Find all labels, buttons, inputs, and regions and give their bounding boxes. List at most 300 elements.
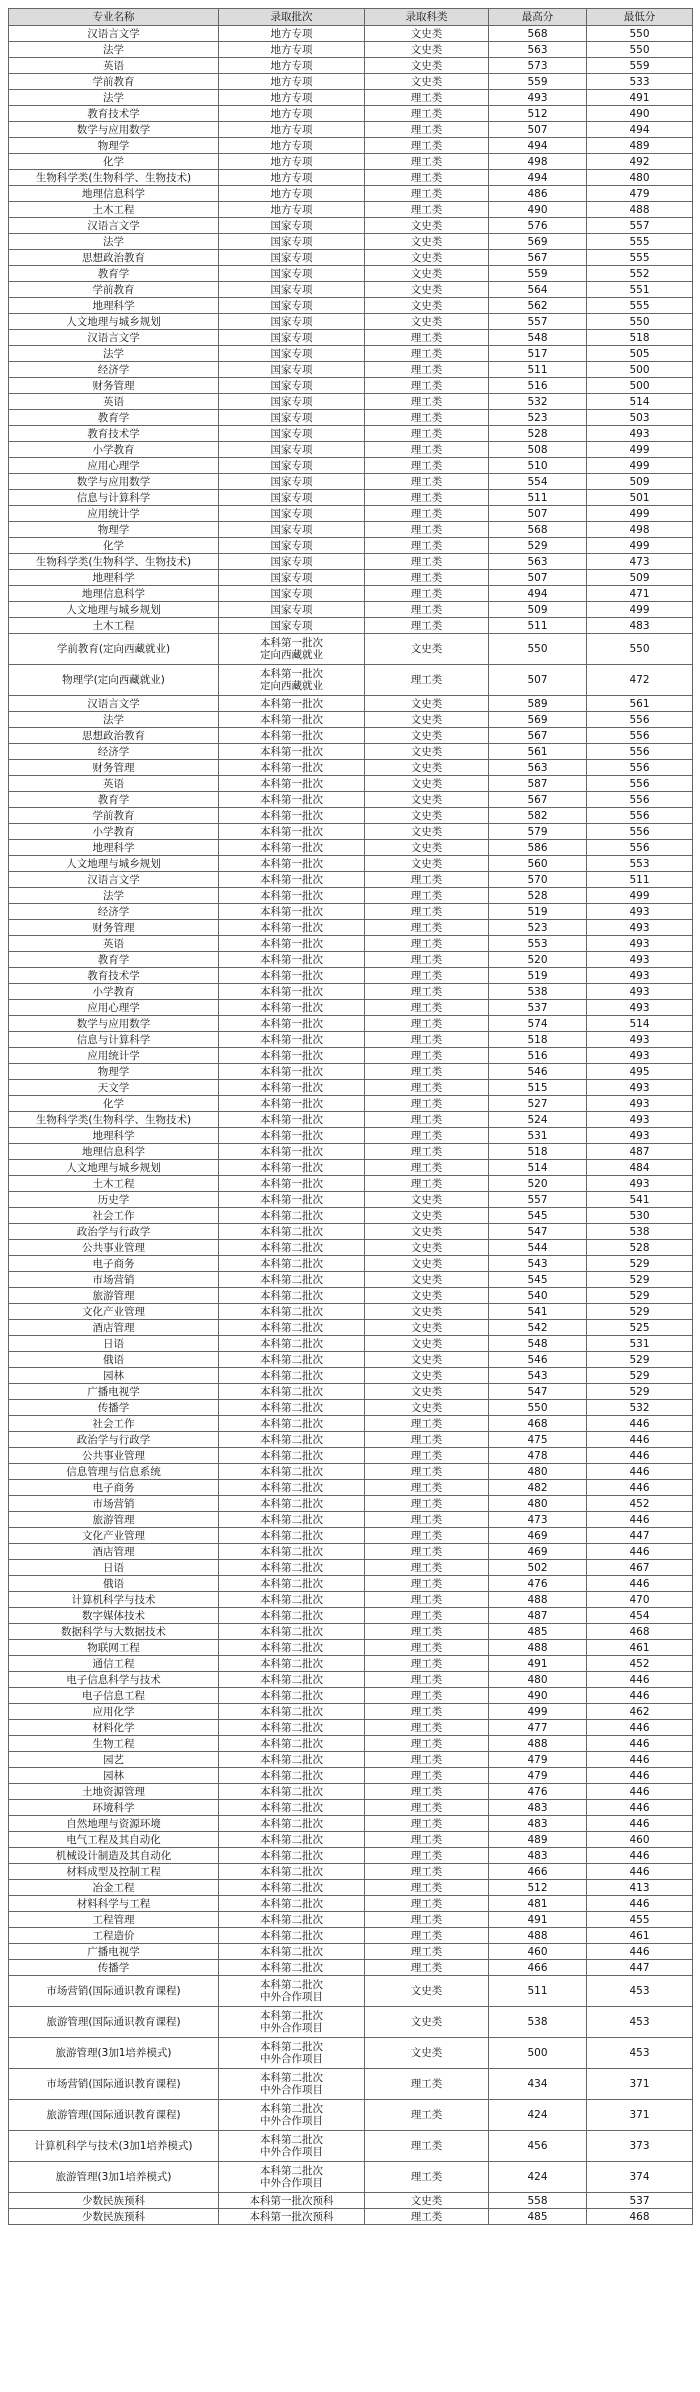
min-score-cell: 509 xyxy=(587,474,693,490)
major-cell: 教育学 xyxy=(9,266,219,282)
max-score-cell: 531 xyxy=(489,1128,587,1144)
min-score-cell: 493 xyxy=(587,1176,693,1192)
table-row xyxy=(9,154,693,170)
min-score-cell: 529 xyxy=(587,1272,693,1288)
min-score-cell: 556 xyxy=(587,712,693,728)
major-cell: 人文地理与城乡规划 xyxy=(9,314,219,330)
category-cell: 文史类 xyxy=(365,712,489,728)
category-cell: 文史类 xyxy=(365,776,489,792)
min-score-cell: 493 xyxy=(587,1112,693,1128)
batch-cell: 本科第一批次 xyxy=(219,1016,365,1032)
table-row xyxy=(9,74,693,90)
major-cell: 教育技术学 xyxy=(9,426,219,442)
category-cell: 理工类 xyxy=(365,936,489,952)
min-score-cell: 371 xyxy=(587,2069,693,2100)
max-score-cell: 582 xyxy=(489,808,587,824)
max-score-cell: 489 xyxy=(489,1832,587,1848)
category-cell: 理工类 xyxy=(365,1736,489,1752)
major-cell: 传播学 xyxy=(9,1400,219,1416)
major-cell: 电子信息工程 xyxy=(9,1688,219,1704)
major-cell: 少数民族预科 xyxy=(9,2209,219,2225)
table-row xyxy=(9,1864,693,1880)
table-row xyxy=(9,728,693,744)
min-score-cell: 493 xyxy=(587,1032,693,1048)
batch-cell: 国家专项 xyxy=(219,522,365,538)
max-score-cell: 514 xyxy=(489,1160,587,1176)
batch-cell: 本科第一批次 xyxy=(219,936,365,952)
major-cell: 汉语言文学 xyxy=(9,872,219,888)
max-score-cell: 460 xyxy=(489,1944,587,1960)
max-score-cell: 589 xyxy=(489,696,587,712)
major-cell: 数学与应用数学 xyxy=(9,122,219,138)
category-cell: 理工类 xyxy=(365,1704,489,1720)
category-cell: 理工类 xyxy=(365,1448,489,1464)
batch-cell xyxy=(219,1976,365,2007)
major-cell: 法学 xyxy=(9,888,219,904)
batch-cell: 本科第二批次 xyxy=(219,1304,365,1320)
batch-cell xyxy=(219,2162,365,2193)
max-score-cell: 493 xyxy=(489,90,587,106)
max-score-cell: 512 xyxy=(489,1880,587,1896)
max-score-cell: 574 xyxy=(489,1016,587,1032)
batch-cell: 本科第二批次 xyxy=(219,1688,365,1704)
min-score-cell: 446 xyxy=(587,1416,693,1432)
category-cell: 理工类 xyxy=(365,1032,489,1048)
cell-line: 本科第一批次 xyxy=(260,668,323,680)
min-score-cell: 553 xyxy=(587,856,693,872)
table-row xyxy=(9,1288,693,1304)
batch-cell: 本科第二批次 xyxy=(219,1512,365,1528)
batch-cell: 本科第一批次预科 xyxy=(219,2193,365,2209)
major-cell: 汉语言文学 xyxy=(9,218,219,234)
major-cell: 教育技术学 xyxy=(9,106,219,122)
batch-cell: 地方专项 xyxy=(219,42,365,58)
min-score-cell: 550 xyxy=(587,26,693,42)
batch-cell: 本科第一批次 xyxy=(219,744,365,760)
table-row xyxy=(9,1768,693,1784)
major-cell: 信息管理与信息系统 xyxy=(9,1464,219,1480)
cell-line: 本科第二批次 xyxy=(260,2072,323,2084)
table-row xyxy=(9,634,693,665)
table-row xyxy=(9,744,693,760)
max-score-cell: 456 xyxy=(489,2131,587,2162)
min-score-cell: 493 xyxy=(587,936,693,952)
batch-cell: 本科第二批次 xyxy=(219,1592,365,1608)
max-score-cell: 494 xyxy=(489,586,587,602)
major-cell: 酒店管理 xyxy=(9,1320,219,1336)
min-score-cell: 518 xyxy=(587,330,693,346)
max-score-cell: 483 xyxy=(489,1848,587,1864)
max-score-cell: 424 xyxy=(489,2162,587,2193)
category-cell: 文史类 xyxy=(365,824,489,840)
major-cell: 社会工作 xyxy=(9,1416,219,1432)
batch-cell: 本科第一批次 xyxy=(219,840,365,856)
category-cell: 理工类 xyxy=(365,538,489,554)
batch-cell: 本科第二批次 xyxy=(219,1560,365,1576)
major-cell: 经济学 xyxy=(9,904,219,920)
max-score-cell: 498 xyxy=(489,154,587,170)
batch-cell: 地方专项 xyxy=(219,90,365,106)
category-cell: 文史类 xyxy=(365,1304,489,1320)
table-row xyxy=(9,1976,693,2007)
batch-cell: 本科第二批次 xyxy=(219,1752,365,1768)
category-cell: 文史类 xyxy=(365,696,489,712)
cell-line: 定向西藏就业 xyxy=(260,680,323,692)
max-score-cell: 523 xyxy=(489,410,587,426)
major-cell: 物理学 xyxy=(9,138,219,154)
table-row xyxy=(9,106,693,122)
category-cell: 文史类 xyxy=(365,856,489,872)
category-cell: 理工类 xyxy=(365,1048,489,1064)
max-score-cell: 547 xyxy=(489,1224,587,1240)
category-cell: 理工类 xyxy=(365,1480,489,1496)
batch-cell: 地方专项 xyxy=(219,58,365,74)
batch-cell: 本科第二批次 xyxy=(219,1528,365,1544)
batch-cell: 地方专项 xyxy=(219,202,365,218)
table-row xyxy=(9,904,693,920)
table-row xyxy=(9,490,693,506)
major-cell: 物联网工程 xyxy=(9,1640,219,1656)
table-row xyxy=(9,1000,693,1016)
table-row xyxy=(9,1224,693,1240)
min-score-cell: 511 xyxy=(587,872,693,888)
batch-cell: 本科第二批次 xyxy=(219,1784,365,1800)
max-score-cell: 573 xyxy=(489,58,587,74)
category-cell: 理工类 xyxy=(365,2100,489,2131)
category-cell: 文史类 xyxy=(365,840,489,856)
max-score-cell: 528 xyxy=(489,426,587,442)
max-score-cell: 567 xyxy=(489,728,587,744)
category-cell: 理工类 xyxy=(365,410,489,426)
max-score-cell: 476 xyxy=(489,1784,587,1800)
table-row xyxy=(9,856,693,872)
category-cell: 理工类 xyxy=(365,442,489,458)
cell-line: 中外合作项目 xyxy=(260,2084,323,2096)
table-row xyxy=(9,1064,693,1080)
batch-cell: 本科第二批次 xyxy=(219,1544,365,1560)
table-row xyxy=(9,808,693,824)
batch-cell xyxy=(219,634,365,665)
table-row xyxy=(9,170,693,186)
batch-cell: 本科第一批次 xyxy=(219,1192,365,1208)
min-score-cell: 446 xyxy=(587,1544,693,1560)
cell-line: 本科第二批次 xyxy=(260,2041,323,2053)
category-cell: 理工类 xyxy=(365,1560,489,1576)
cell-line: 中外合作项目 xyxy=(260,1991,323,2003)
cell-line: 本科第二批次 xyxy=(260,1979,323,1991)
max-score-cell: 550 xyxy=(489,1400,587,1416)
min-score-cell: 555 xyxy=(587,298,693,314)
category-cell: 理工类 xyxy=(365,1416,489,1432)
table-row xyxy=(9,1576,693,1592)
category-cell: 理工类 xyxy=(365,1176,489,1192)
min-score-cell: 453 xyxy=(587,2007,693,2038)
table-row xyxy=(9,1848,693,1864)
min-score-cell: 550 xyxy=(587,634,693,665)
batch-cell: 本科第二批次 xyxy=(219,1736,365,1752)
max-score-cell: 550 xyxy=(489,634,587,665)
table-row xyxy=(9,840,693,856)
major-cell: 财务管理 xyxy=(9,760,219,776)
major-cell: 社会工作 xyxy=(9,1208,219,1224)
max-score-cell: 569 xyxy=(489,712,587,728)
major-cell: 应用统计学 xyxy=(9,506,219,522)
min-score-cell: 555 xyxy=(587,234,693,250)
major-cell: 市场营销 xyxy=(9,1496,219,1512)
min-score-cell: 447 xyxy=(587,1528,693,1544)
table-row xyxy=(9,665,693,696)
major-cell: 地理信息科学 xyxy=(9,186,219,202)
max-score-cell: 485 xyxy=(489,1624,587,1640)
min-score-cell: 446 xyxy=(587,1512,693,1528)
min-score-cell: 446 xyxy=(587,1448,693,1464)
min-score-cell: 446 xyxy=(587,1944,693,1960)
table-row xyxy=(9,314,693,330)
major-cell: 政治学与行政学 xyxy=(9,1224,219,1240)
batch-cell: 本科第一批次 xyxy=(219,904,365,920)
min-score-cell: 514 xyxy=(587,1016,693,1032)
max-score-cell: 586 xyxy=(489,840,587,856)
min-score-cell: 529 xyxy=(587,1304,693,1320)
category-cell: 理工类 xyxy=(365,1896,489,1912)
category-cell: 理工类 xyxy=(365,474,489,490)
category-cell: 理工类 xyxy=(365,1864,489,1880)
category-cell: 文史类 xyxy=(365,1336,489,1352)
min-score-cell: 460 xyxy=(587,1832,693,1848)
category-cell: 文史类 xyxy=(365,314,489,330)
min-score-cell: 473 xyxy=(587,554,693,570)
major-cell: 生物科学类(生物科学、生物技术) xyxy=(9,1112,219,1128)
min-score-cell: 498 xyxy=(587,522,693,538)
batch-cell: 国家专项 xyxy=(219,330,365,346)
min-score-cell: 529 xyxy=(587,1352,693,1368)
min-score-cell: 371 xyxy=(587,2100,693,2131)
major-cell: 汉语言文学 xyxy=(9,26,219,42)
table-row xyxy=(9,1656,693,1672)
major-cell: 小学教育 xyxy=(9,984,219,1000)
table-row xyxy=(9,1352,693,1368)
min-score-cell: 559 xyxy=(587,58,693,74)
batch-cell: 本科第二批次 xyxy=(219,1832,365,1848)
table-row xyxy=(9,474,693,490)
table-row xyxy=(9,824,693,840)
max-score-cell: 507 xyxy=(489,570,587,586)
min-score-cell: 461 xyxy=(587,1928,693,1944)
header-row xyxy=(9,9,693,26)
min-score-cell: 561 xyxy=(587,696,693,712)
batch-cell: 地方专项 xyxy=(219,74,365,90)
category-cell: 理工类 xyxy=(365,1080,489,1096)
min-score-cell: 556 xyxy=(587,744,693,760)
table-row xyxy=(9,1592,693,1608)
category-cell: 理工类 xyxy=(365,522,489,538)
min-score-cell: 529 xyxy=(587,1384,693,1400)
table-row xyxy=(9,362,693,378)
max-score-cell: 434 xyxy=(489,2069,587,2100)
category-cell: 文史类 xyxy=(365,1256,489,1272)
min-score-cell: 532 xyxy=(587,1400,693,1416)
batch-cell: 本科第一批次 xyxy=(219,1112,365,1128)
max-score-cell: 476 xyxy=(489,1576,587,1592)
batch-cell: 国家专项 xyxy=(219,378,365,394)
category-cell: 文史类 xyxy=(365,2038,489,2069)
min-score-cell: 509 xyxy=(587,570,693,586)
category-cell: 文史类 xyxy=(365,1352,489,1368)
table-row xyxy=(9,186,693,202)
category-cell: 理工类 xyxy=(365,154,489,170)
table-row xyxy=(9,554,693,570)
major-cell: 物理学(定向西藏就业) xyxy=(9,665,219,696)
table-row xyxy=(9,1512,693,1528)
max-score-cell: 563 xyxy=(489,42,587,58)
max-score-cell: 507 xyxy=(489,665,587,696)
min-score-cell: 483 xyxy=(587,618,693,634)
category-cell: 文史类 xyxy=(365,58,489,74)
category-cell: 理工类 xyxy=(365,1064,489,1080)
category-cell: 理工类 xyxy=(365,968,489,984)
max-score-cell: 548 xyxy=(489,330,587,346)
table-row xyxy=(9,346,693,362)
table-row xyxy=(9,2131,693,2162)
table-row xyxy=(9,792,693,808)
category-cell: 理工类 xyxy=(365,1144,489,1160)
batch-cell: 本科第二批次 xyxy=(219,1912,365,1928)
major-cell: 旅游管理(国际通识教育课程) xyxy=(9,2007,219,2038)
major-cell: 教育技术学 xyxy=(9,968,219,984)
batch-cell: 国家专项 xyxy=(219,586,365,602)
major-cell: 数学与应用数学 xyxy=(9,1016,219,1032)
batch-cell: 国家专项 xyxy=(219,506,365,522)
table-row xyxy=(9,618,693,634)
max-score-cell: 508 xyxy=(489,442,587,458)
batch-cell: 地方专项 xyxy=(219,186,365,202)
batch-cell xyxy=(219,2069,365,2100)
min-score-cell: 556 xyxy=(587,760,693,776)
category-cell: 理工类 xyxy=(365,952,489,968)
batch-cell: 地方专项 xyxy=(219,138,365,154)
table-row xyxy=(9,2100,693,2131)
batch-cell: 国家专项 xyxy=(219,362,365,378)
batch-cell: 本科第一批次 xyxy=(219,824,365,840)
max-score-cell: 524 xyxy=(489,1112,587,1128)
min-score-cell: 489 xyxy=(587,138,693,154)
max-score-cell: 511 xyxy=(489,490,587,506)
major-cell: 电子信息科学与技术 xyxy=(9,1672,219,1688)
batch-cell: 本科第二批次 xyxy=(219,1208,365,1224)
category-cell: 理工类 xyxy=(365,554,489,570)
batch-cell: 本科第一批次 xyxy=(219,696,365,712)
table-row xyxy=(9,1496,693,1512)
max-score-cell: 509 xyxy=(489,602,587,618)
major-cell: 法学 xyxy=(9,712,219,728)
category-cell: 文史类 xyxy=(365,2007,489,2038)
max-score-cell: 478 xyxy=(489,1448,587,1464)
batch-cell: 本科第二批次 xyxy=(219,1384,365,1400)
max-score-cell: 538 xyxy=(489,984,587,1000)
major-cell: 土木工程 xyxy=(9,618,219,634)
min-score-cell: 468 xyxy=(587,2209,693,2225)
min-score-cell: 529 xyxy=(587,1288,693,1304)
table-row xyxy=(9,1960,693,1976)
max-score-cell: 475 xyxy=(489,1432,587,1448)
batch-cell: 本科第二批次 xyxy=(219,1272,365,1288)
major-cell: 物理学 xyxy=(9,1064,219,1080)
batch-cell: 本科第一批次 xyxy=(219,872,365,888)
category-cell: 理工类 xyxy=(365,506,489,522)
category-cell: 理工类 xyxy=(365,362,489,378)
batch-cell: 国家专项 xyxy=(219,298,365,314)
table-row xyxy=(9,58,693,74)
category-cell: 文史类 xyxy=(365,218,489,234)
category-cell: 理工类 xyxy=(365,330,489,346)
max-score-cell: 529 xyxy=(489,538,587,554)
max-score-cell: 553 xyxy=(489,936,587,952)
major-cell: 文化产业管理 xyxy=(9,1304,219,1320)
batch-cell: 本科第二批次 xyxy=(219,1720,365,1736)
batch-cell: 国家专项 xyxy=(219,218,365,234)
table-row xyxy=(9,378,693,394)
min-score-cell: 541 xyxy=(587,1192,693,1208)
batch-cell: 国家专项 xyxy=(219,602,365,618)
category-cell: 理工类 xyxy=(365,2162,489,2193)
max-score-cell: 576 xyxy=(489,218,587,234)
max-score-cell: 466 xyxy=(489,1960,587,1976)
batch-cell: 本科第一批次预科 xyxy=(219,2209,365,2225)
max-score-cell: 554 xyxy=(489,474,587,490)
min-score-cell: 446 xyxy=(587,1736,693,1752)
category-cell: 理工类 xyxy=(365,602,489,618)
table-row xyxy=(9,1032,693,1048)
table-row xyxy=(9,234,693,250)
batch-cell xyxy=(219,2038,365,2069)
max-score-cell: 510 xyxy=(489,458,587,474)
category-cell: 文史类 xyxy=(365,1224,489,1240)
category-cell: 理工类 xyxy=(365,2069,489,2100)
batch-cell: 本科第二批次 xyxy=(219,1960,365,1976)
major-cell: 应用化学 xyxy=(9,1704,219,1720)
major-cell: 自然地理与资源环境 xyxy=(9,1816,219,1832)
min-score-cell: 462 xyxy=(587,1704,693,1720)
major-cell: 数据科学与大数据技术 xyxy=(9,1624,219,1640)
table-row xyxy=(9,506,693,522)
max-score-cell: 488 xyxy=(489,1640,587,1656)
major-cell: 人文地理与城乡规划 xyxy=(9,602,219,618)
batch-cell: 本科第一批次 xyxy=(219,760,365,776)
max-score-cell: 499 xyxy=(489,1704,587,1720)
table-row xyxy=(9,1464,693,1480)
batch-cell: 本科第二批次 xyxy=(219,1704,365,1720)
max-score-cell: 543 xyxy=(489,1368,587,1384)
category-cell: 文史类 xyxy=(365,298,489,314)
cell-line: 本科第二批次 xyxy=(260,2010,323,2022)
category-cell: 理工类 xyxy=(365,1960,489,1976)
major-cell: 公共事业管理 xyxy=(9,1240,219,1256)
major-cell: 化学 xyxy=(9,1096,219,1112)
min-score-cell: 556 xyxy=(587,728,693,744)
major-cell: 地理科学 xyxy=(9,298,219,314)
max-score-cell: 507 xyxy=(489,506,587,522)
table-row xyxy=(9,1640,693,1656)
batch-cell: 本科第一批次 xyxy=(219,856,365,872)
major-cell: 天文学 xyxy=(9,1080,219,1096)
min-score-cell: 529 xyxy=(587,1256,693,1272)
batch-cell: 国家专项 xyxy=(219,442,365,458)
major-cell: 旅游管理 xyxy=(9,1288,219,1304)
table-row xyxy=(9,1432,693,1448)
min-score-cell: 452 xyxy=(587,1656,693,1672)
category-cell: 理工类 xyxy=(365,1112,489,1128)
batch-cell: 地方专项 xyxy=(219,170,365,186)
